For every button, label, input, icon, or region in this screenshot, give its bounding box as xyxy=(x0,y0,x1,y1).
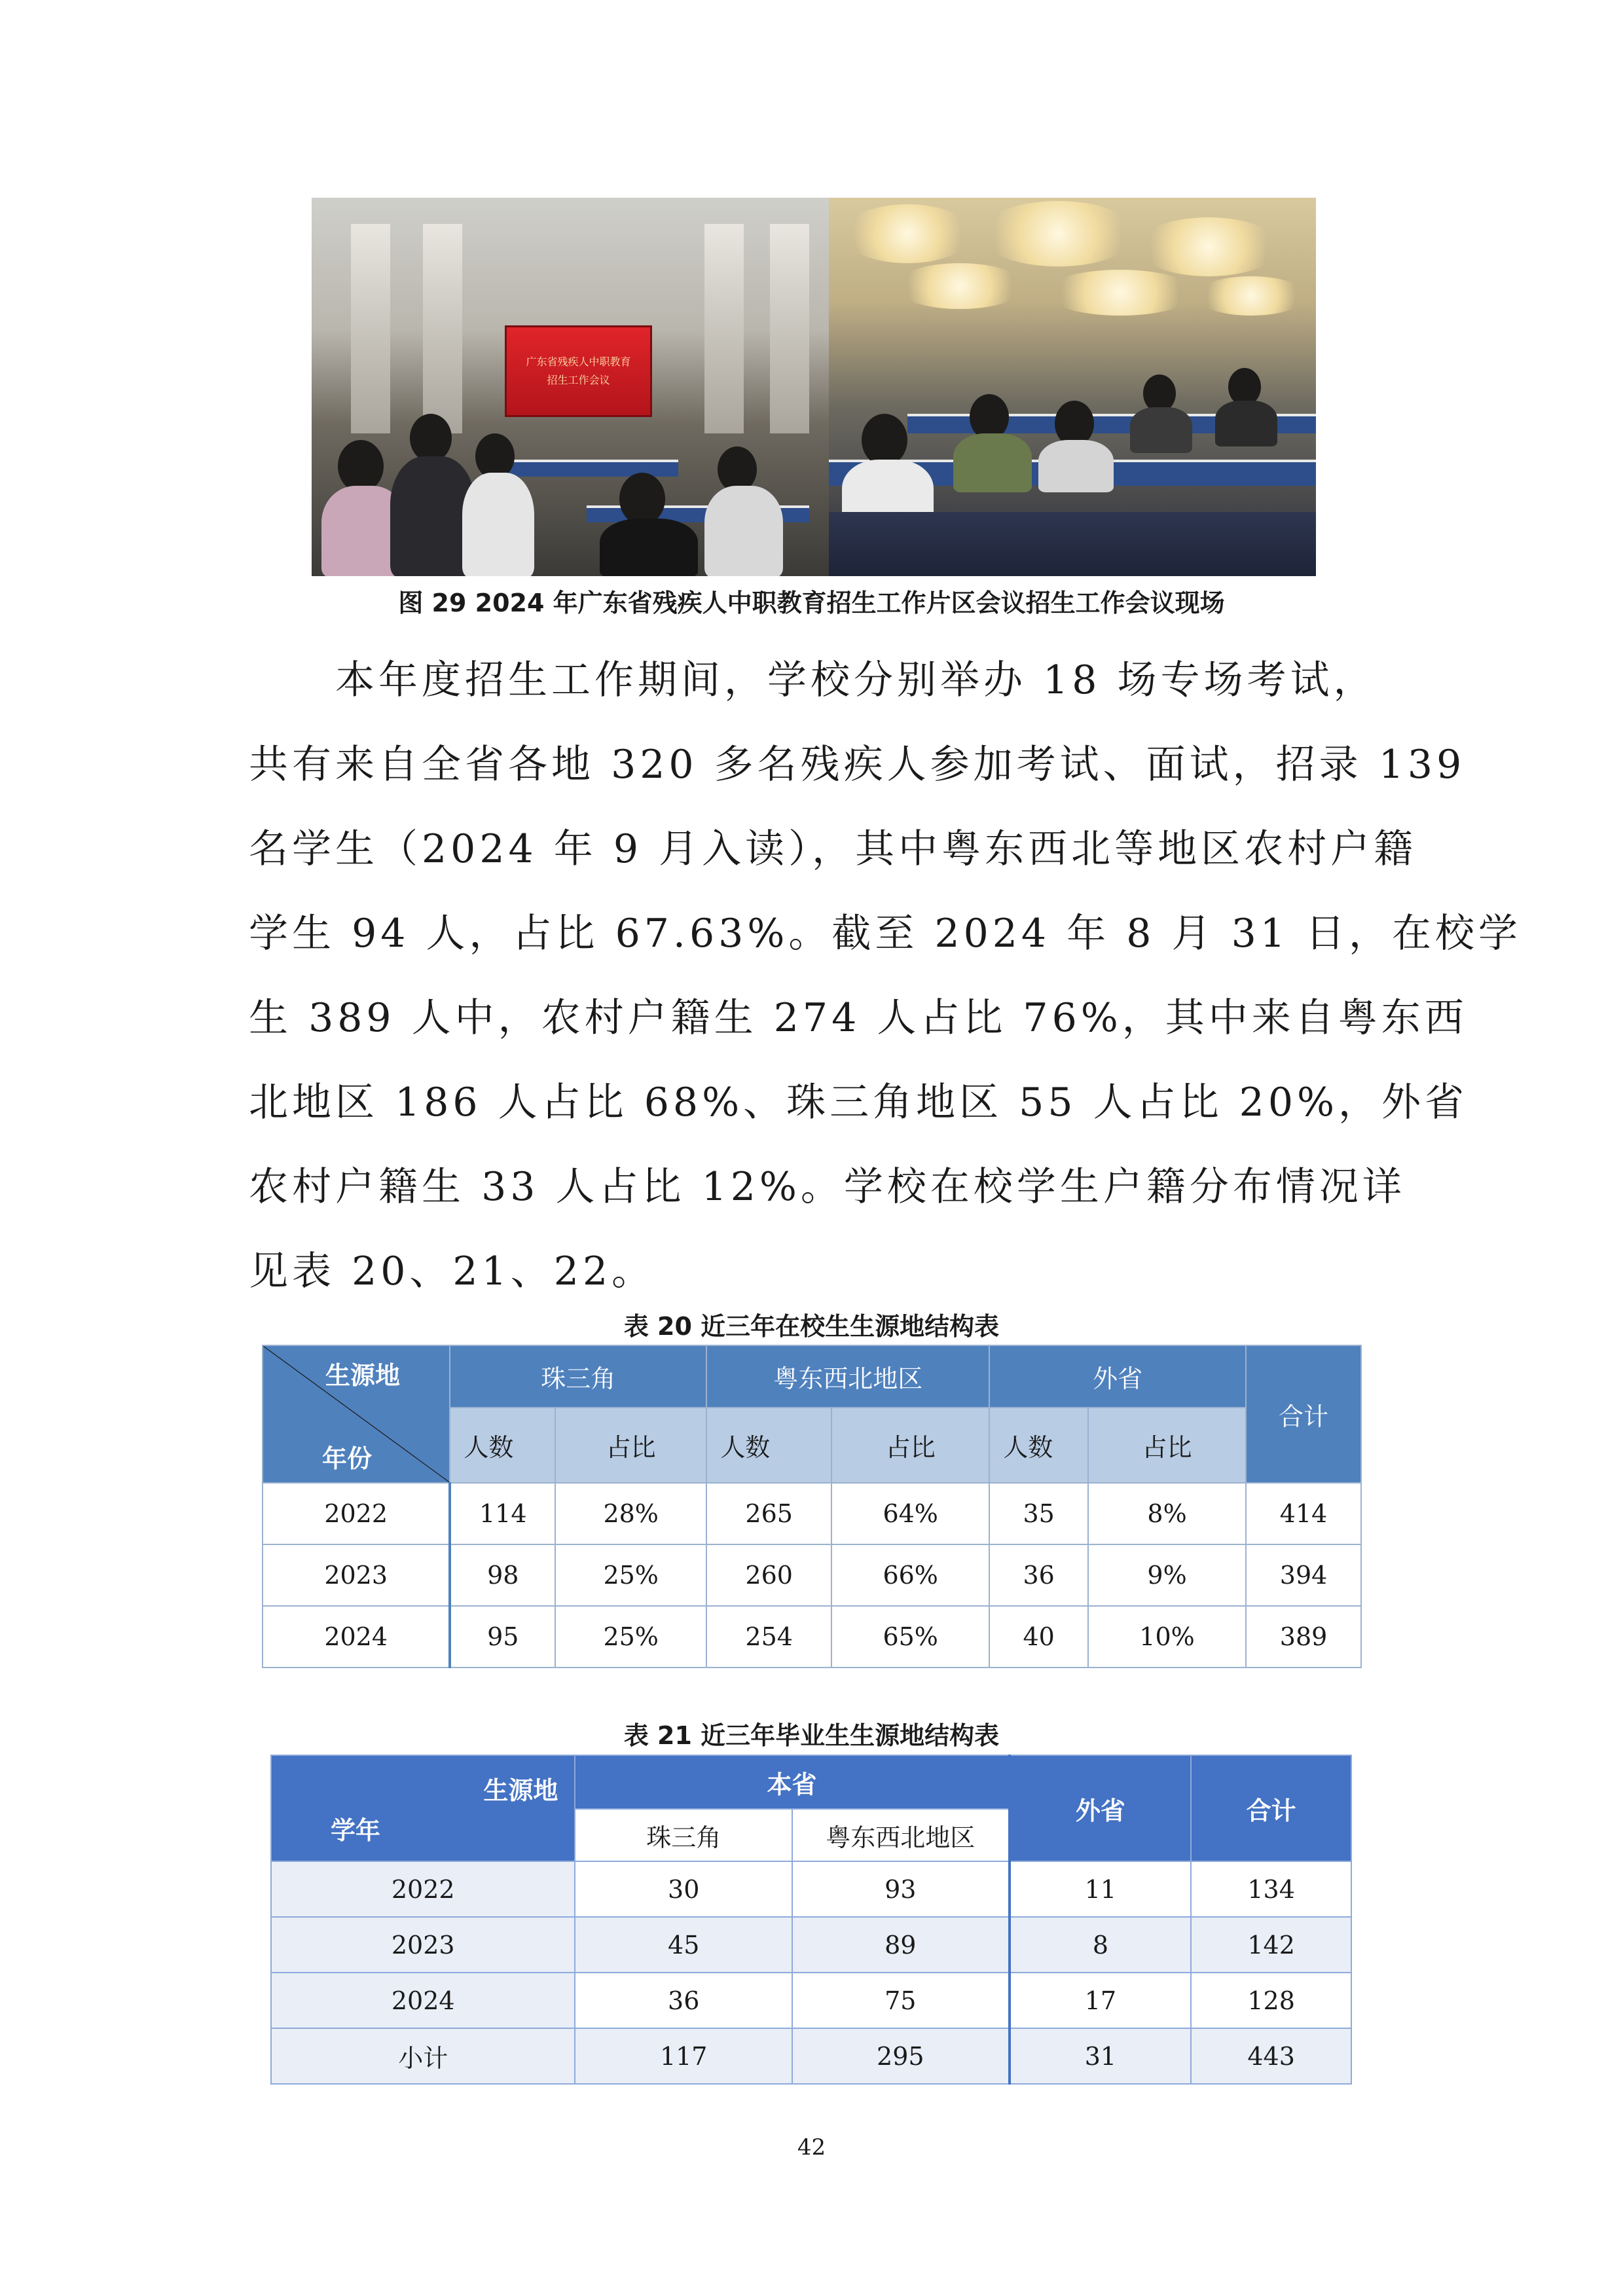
table20 xyxy=(262,1345,1362,1668)
table20-cell: 254 xyxy=(706,1606,831,1667)
wall-panel xyxy=(770,224,809,433)
table20-cell: 2024 xyxy=(263,1606,450,1667)
wall-panel xyxy=(423,224,462,433)
red-screen xyxy=(505,325,652,417)
table21-cell: 75 xyxy=(792,1973,1010,2028)
body-paragraph xyxy=(249,638,1522,1314)
attendee xyxy=(338,440,384,492)
table21-cell: 89 xyxy=(792,1917,1010,1973)
table21-cell: 134 xyxy=(1191,1861,1351,1917)
attendee xyxy=(1038,440,1114,492)
table21-cell: 142 xyxy=(1191,1917,1351,1973)
table21-cell: 17 xyxy=(1010,1973,1192,2028)
ceiling-light xyxy=(1045,270,1195,316)
paragraph-line: 北地区 186 人占比 68%、珠三角地区 55 人占比 20%，外省 xyxy=(249,1080,1468,1125)
table20-cell: 64% xyxy=(831,1483,989,1544)
table20-corner-top: 生源地 xyxy=(325,1361,401,1390)
table20-corner-cell xyxy=(263,1345,450,1483)
table21-cell: 117 xyxy=(575,2028,792,2084)
attendee xyxy=(953,433,1032,492)
table21-subheader: 粤东西北地区 xyxy=(792,1809,1010,1861)
table-strip xyxy=(508,460,678,477)
table-row xyxy=(271,1917,1351,1973)
attendee xyxy=(410,414,452,462)
table21-cell: 45 xyxy=(575,1917,792,1973)
ceiling-light xyxy=(894,263,1025,309)
paragraph-line: 学生 94 人，占比 67.63%。截至 2024 年 8 月 31 日，在校学 xyxy=(249,911,1522,957)
table21-cell: 11 xyxy=(1010,1861,1192,1917)
table20-subheader: 占比 xyxy=(1088,1408,1246,1483)
table20-cell: 10% xyxy=(1088,1606,1246,1667)
table21-cell: 2024 xyxy=(271,1973,575,2028)
paragraph-line: 农村户籍生 33 人占比 12%。学校在校学生户籍分布情况详 xyxy=(249,1164,1406,1210)
table20-subheader: 人数 xyxy=(989,1408,1088,1483)
ceiling-light xyxy=(842,204,973,263)
table21-cell: 36 xyxy=(575,1973,792,2028)
table-row xyxy=(271,2028,1351,2084)
table20-cell: 25% xyxy=(555,1544,706,1606)
table21-cell: 93 xyxy=(792,1861,1010,1917)
table21-corner-top: 生源地 xyxy=(483,1776,558,1805)
meeting-photo-right xyxy=(829,198,1316,576)
table20-cell: 25% xyxy=(555,1606,706,1667)
table20-cell: 260 xyxy=(706,1544,831,1606)
table20-cell: 66% xyxy=(831,1544,989,1606)
attendee xyxy=(619,473,665,525)
table20-group-header: 珠三角 xyxy=(450,1345,706,1408)
table21-outside-header: 外省 xyxy=(1010,1755,1192,1861)
table20-cell: 35 xyxy=(989,1483,1088,1544)
table21-cell: 128 xyxy=(1191,1973,1351,2028)
ceiling-light xyxy=(1195,276,1307,316)
attendee xyxy=(1130,407,1192,453)
paragraph-line: 本年度招生工作期间，学校分别举办 18 场专场考试， xyxy=(249,657,1377,703)
table20-cell: 394 xyxy=(1246,1544,1361,1606)
screen-text-1: 广东省残疾人中职教育 xyxy=(526,355,631,368)
paragraph-line: 共有来自全省各地 320 多名残疾人参加考试、面试，招录 139 xyxy=(249,742,1466,788)
table20-cell: 9% xyxy=(1088,1544,1246,1606)
ceiling-light xyxy=(979,201,1137,266)
table20-cell: 40 xyxy=(989,1606,1088,1667)
table-row xyxy=(263,1606,1361,1667)
table20-cell: 2023 xyxy=(263,1544,450,1606)
table20-cell: 8% xyxy=(1088,1483,1246,1544)
meeting-photo xyxy=(312,198,1316,576)
wall-panel xyxy=(351,224,390,433)
ceiling-light xyxy=(1137,217,1281,276)
table21-corner-bottom: 学年 xyxy=(331,1816,381,1845)
table21-cell: 8 xyxy=(1010,1917,1192,1973)
table21-cell: 30 xyxy=(575,1861,792,1917)
table20-subheader: 人数 xyxy=(450,1408,555,1483)
table20-group-header: 粤东西北地区 xyxy=(706,1345,989,1408)
table20-cell: 28% xyxy=(555,1483,706,1544)
table20-cell: 2022 xyxy=(263,1483,450,1544)
attendee xyxy=(462,473,534,576)
table20-subheader: 占比 xyxy=(555,1408,706,1483)
table-row xyxy=(271,1861,1351,1917)
table21-province-header: 本省 xyxy=(575,1755,1009,1809)
meeting-photo-left xyxy=(312,198,829,576)
paragraph-line: 生 389 人中，农村户籍生 274 人占比 76%，其中来自粤东西 xyxy=(249,995,1468,1041)
table20-subheader: 占比 xyxy=(831,1408,989,1483)
carpet xyxy=(829,512,1316,576)
table20-total-header: 合计 xyxy=(1246,1345,1361,1483)
table20-cell: 265 xyxy=(706,1483,831,1544)
table-row xyxy=(263,1544,1361,1606)
attendee xyxy=(862,414,907,466)
table21-corner-cell xyxy=(271,1755,575,1861)
attendee xyxy=(704,486,783,576)
table21-cell: 443 xyxy=(1191,2028,1351,2084)
table20-cell: 98 xyxy=(450,1544,555,1606)
table21-cell: 小计 xyxy=(271,2028,575,2084)
paragraph-line: 见表 20、21、22。 xyxy=(249,1248,655,1294)
table21-cell: 295 xyxy=(792,2028,1010,2084)
figure-caption: 图 29 2024 年广东省残疾人中职教育招生工作片区会议招生工作会议现场 xyxy=(398,589,1225,617)
table21-cell: 2023 xyxy=(271,1917,575,1973)
table21-cell: 2022 xyxy=(271,1861,575,1917)
paragraph-line: 名学生（2024 年 9 月入读），其中粤东西北等地区农村户籍 xyxy=(249,826,1417,872)
wall-panel xyxy=(704,224,744,433)
table20-cell: 36 xyxy=(989,1544,1088,1606)
screen-text-2: 招生工作会议 xyxy=(547,374,610,386)
table20-group-header: 外省 xyxy=(989,1345,1246,1408)
table20-cell: 389 xyxy=(1246,1606,1361,1667)
attendee xyxy=(1215,401,1277,446)
page-number: 42 xyxy=(797,2134,826,2160)
table-row xyxy=(263,1483,1361,1544)
table20-cell: 65% xyxy=(831,1606,989,1667)
table-row xyxy=(271,1973,1351,2028)
table20-cell: 95 xyxy=(450,1606,555,1667)
table20-corner-bottom: 年份 xyxy=(322,1444,373,1473)
table20-title: 表 20 近三年在校生生源地结构表 xyxy=(623,1312,1000,1341)
table21 xyxy=(270,1755,1352,2085)
attendee xyxy=(600,519,698,576)
table21-total-header: 合计 xyxy=(1191,1755,1351,1861)
table21-subheader: 珠三角 xyxy=(575,1809,792,1861)
table20-cell: 414 xyxy=(1246,1483,1361,1544)
table21-cell: 31 xyxy=(1010,2028,1192,2084)
table20-subheader: 人数 xyxy=(706,1408,831,1483)
table21-title: 表 21 近三年毕业生生源地结构表 xyxy=(623,1721,1000,1750)
table20-cell: 114 xyxy=(450,1483,555,1544)
